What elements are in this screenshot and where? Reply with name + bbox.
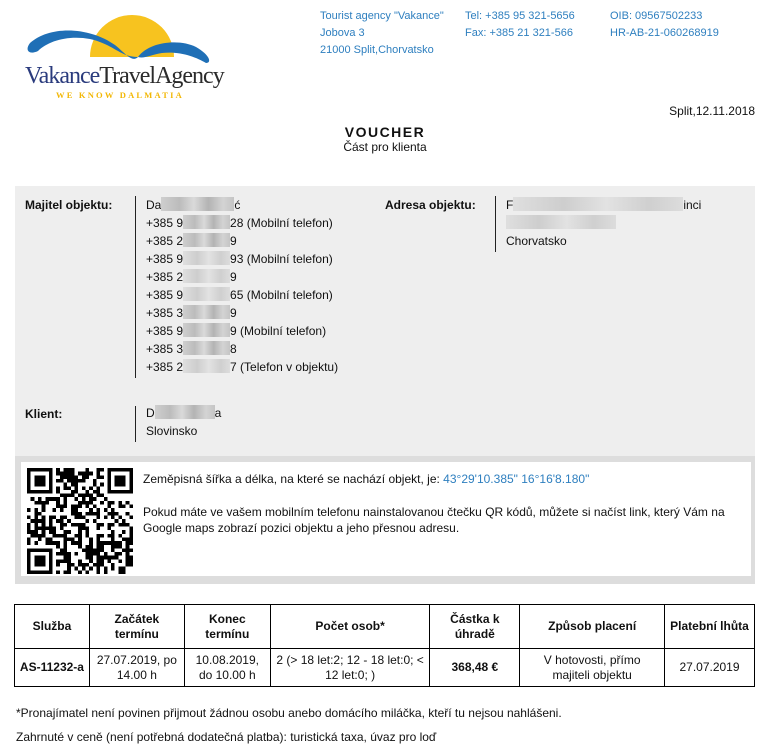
logo-wordmark <box>25 63 224 90</box>
client-country: Slovinsko <box>146 424 198 438</box>
phone-start: +385 2 <box>146 270 184 284</box>
phone-start: +385 9 <box>146 252 184 266</box>
header-payment-deadline: Platební lhůta <box>665 605 755 649</box>
redacted-block <box>183 341 230 355</box>
info-panel <box>15 186 755 584</box>
owner-phone <box>146 340 338 358</box>
redacted-block <box>506 215 616 229</box>
redacted-block <box>183 287 230 301</box>
owner-name <box>146 196 338 214</box>
address-details <box>506 196 701 250</box>
table-row <box>15 649 755 687</box>
owner-phone <box>146 358 338 376</box>
qr-section <box>15 456 755 584</box>
cell-payment-method: V hotovosti, přímo majiteli objektu <box>520 649 665 687</box>
redacted-block <box>183 233 230 247</box>
voucher-title: VOUCHER <box>344 124 426 140</box>
address-divider <box>495 196 496 252</box>
client-details <box>146 404 221 440</box>
agency-street: Jobova 3 <box>320 27 365 39</box>
service-table <box>14 604 755 687</box>
header-persons: Počet osob* <box>270 605 430 649</box>
phone-start: +385 2 <box>146 360 184 374</box>
qr-code-icon[interactable] <box>27 468 133 574</box>
voucher-subtitle: Část pro klienta <box>343 140 427 154</box>
address-line1 <box>506 196 701 214</box>
table-header-row <box>15 605 755 649</box>
redacted-block <box>183 269 230 283</box>
header-amount: Částka k úhradě <box>430 605 520 649</box>
footnote-pets: *Pronajímatel není povinen přijmout žádnou osobu anebo domácího miláčka, kteří tu nejsou nahlášeni. <box>16 706 562 720</box>
phone-end: 9 <box>230 234 237 248</box>
header-payment-method: Způsob placení <box>520 605 665 649</box>
cell-service: AS-11232-a <box>15 649 90 687</box>
phone-end: 9 <box>230 270 237 284</box>
address-line2 <box>506 214 701 232</box>
redacted-block <box>183 323 230 337</box>
header-end: Konec termínu <box>184 605 270 649</box>
phone-end: 9 <box>230 306 237 320</box>
phone-start: +385 9 <box>146 216 184 230</box>
footnote-included: Zahrnuté v ceně (není potřebná dodatečná platba): turistická taxa, úvaz pro loď <box>16 730 437 744</box>
cell-start: 27.07.2019, po 14.00 h <box>89 649 184 687</box>
address-line1-start: F <box>506 198 514 212</box>
address-country: Chorvatsko <box>506 234 567 248</box>
owner-phone <box>146 232 338 250</box>
client-name <box>146 404 221 422</box>
phone-end: 28 (Mobilní telefon) <box>230 216 333 230</box>
client-label: Klient: <box>25 407 63 421</box>
owner-phone <box>146 322 338 340</box>
agency-name: Tourist agency "Vakance" <box>320 10 444 22</box>
redacted-block <box>513 197 683 211</box>
owner-details <box>146 196 338 376</box>
logo-tagline: WE KNOW DALMATIA <box>56 90 184 100</box>
phone-start: +385 3 <box>146 306 184 320</box>
phone-end: 65 (Mobilní telefon) <box>230 288 333 302</box>
owner-divider <box>135 196 136 378</box>
header-start: Začátek termínu <box>89 605 184 649</box>
logo-name-part2: TravelAgency <box>99 63 224 89</box>
agency-address <box>320 8 444 59</box>
agency-oib: OIB: 09567502233 <box>610 10 703 22</box>
client-name-start: D <box>146 406 155 420</box>
phone-end: 8 <box>230 342 237 356</box>
redacted-block <box>183 251 230 265</box>
header-service: Služba <box>15 605 90 649</box>
voucher-heading <box>0 124 762 154</box>
redacted-block <box>155 405 215 419</box>
coordinates-label: Zeměpisná šířka a délka, na které se nachází objekt, je: <box>143 472 444 486</box>
qr-section-inner <box>21 462 751 576</box>
redacted-block <box>183 305 230 319</box>
agency-ids <box>610 8 719 42</box>
owner-name-end: ć <box>234 198 241 212</box>
issue-date: Split,12.11.2018 <box>669 104 755 118</box>
coordinates-link[interactable]: 43°29'10.385" 16°16'8.180" <box>443 472 590 486</box>
cell-end: 10.08.2019, do 10.00 h <box>184 649 270 687</box>
agency-logo <box>20 5 225 105</box>
client-name-end: a <box>214 406 222 420</box>
agency-city: 21000 Split,Chorvatsko <box>320 44 434 56</box>
agency-tel: Tel: +385 95 321-5656 <box>465 10 575 22</box>
phone-end: 9 (Mobilní telefon) <box>230 324 327 338</box>
redacted-block <box>183 215 230 229</box>
phone-start: +385 9 <box>146 288 184 302</box>
owner-phone <box>146 214 338 232</box>
owner-phone <box>146 304 338 322</box>
owner-phone <box>146 268 338 286</box>
phone-start: +385 2 <box>146 234 184 248</box>
redacted-block <box>161 197 234 211</box>
owner-label: Majitel objektu: <box>25 198 113 212</box>
redacted-block <box>183 359 230 373</box>
cell-amount: 368,48 € <box>430 649 520 687</box>
phone-end: 93 (Mobilní telefon) <box>230 252 333 266</box>
qr-info-text: Pokud máte ve vašem mobilním telefonu nainstalovanou čtečku QR kódů, můžete si načíst link, který Vám na Google maps zobrazí pozici objektu a jeho přesnou adresu. <box>143 505 725 535</box>
agency-reg: HR-AB-21-060268919 <box>610 27 719 39</box>
agency-fax: Fax: +385 21 321-566 <box>465 27 573 39</box>
client-divider <box>135 406 136 442</box>
address-line1-end: inci <box>683 198 702 212</box>
agency-contact <box>465 8 575 42</box>
coordinates-line <box>143 472 589 486</box>
sun-wave-icon <box>20 5 225 65</box>
cell-persons: 2 (> 18 let:2; 12 - 18 let:0; < 12 let:0; ) <box>270 649 430 687</box>
phone-start: +385 9 <box>146 324 184 338</box>
owner-phone <box>146 286 338 304</box>
owner-phone <box>146 250 338 268</box>
address-label: Adresa objektu: <box>385 198 476 212</box>
owner-name-start: Da <box>146 198 162 212</box>
cell-payment-deadline: 27.07.2019 <box>665 649 755 687</box>
logo-name-part1: Vakance <box>25 63 100 89</box>
phone-start: +385 3 <box>146 342 184 356</box>
phone-end: 7 (Telefon v objektu) <box>230 360 339 374</box>
